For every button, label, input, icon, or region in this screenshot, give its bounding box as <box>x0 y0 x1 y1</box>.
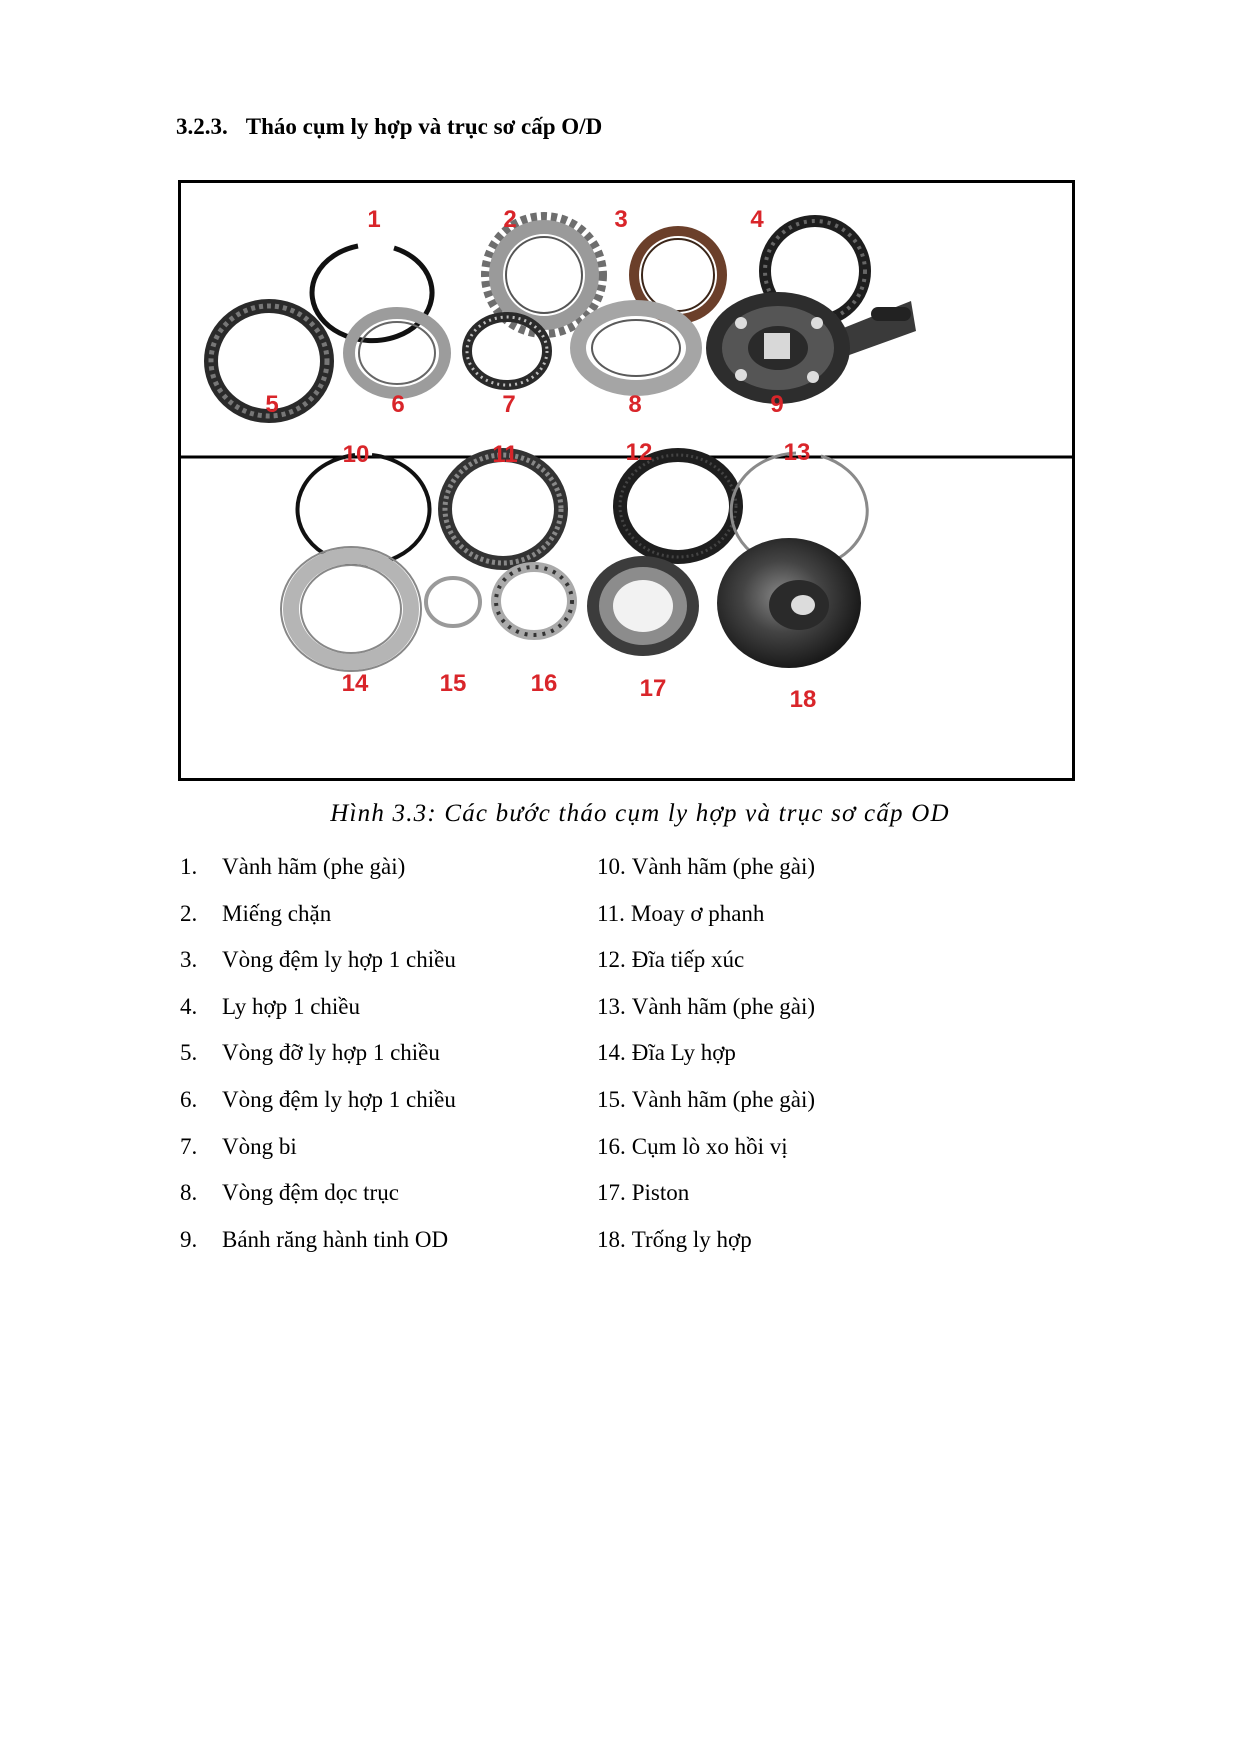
section-title: Tháo cụm ly hợp và trục sơ cấp O/D <box>245 114 603 139</box>
legend-text: Miếng chặn <box>222 900 332 926</box>
part-label-1: 1 <box>367 206 381 233</box>
legend-number: 18. <box>597 1226 626 1252</box>
part-label-17: 17 <box>639 675 667 702</box>
legend-number: 2. <box>180 900 198 926</box>
part-label-6: 6 <box>391 391 405 418</box>
legend-item <box>597 1132 815 1179</box>
legend-number: 14. <box>597 1040 626 1066</box>
part-label-7: 7 <box>502 391 516 418</box>
legend-number: 15. <box>597 1086 626 1112</box>
legend-text: Vòng đệm ly hợp 1 chiều <box>222 947 456 973</box>
legend-item <box>597 992 815 1039</box>
legend-text: Moay ơ phanh <box>630 900 765 926</box>
legend-number: 10. <box>597 854 626 879</box>
section-heading <box>176 114 602 140</box>
legend-text: Vòng đỡ ly hợp 1 chiều <box>222 1040 440 1066</box>
legend-item <box>597 1085 815 1132</box>
legend-item <box>180 1038 456 1085</box>
legend-item <box>180 1132 456 1179</box>
section-number: 3.2.3. <box>176 114 228 139</box>
legend-text: Vành hãm (phe gài) <box>631 854 816 879</box>
legend-number: 4. <box>180 993 198 1019</box>
legend-item <box>597 852 815 899</box>
legend-number: 12. <box>597 947 626 973</box>
part-label-2: 2 <box>503 206 517 233</box>
legend-text: Piston <box>631 1180 690 1206</box>
part-label-5: 5 <box>265 391 279 418</box>
legend-number: 6. <box>180 1086 198 1112</box>
part-label-10: 10 <box>342 441 370 468</box>
part-label-11: 11 <box>492 441 518 468</box>
legend-text: Cụm lò xo hồi vị <box>631 1133 788 1159</box>
legend-number: 17. <box>597 1180 626 1206</box>
part-label-3: 3 <box>614 206 628 233</box>
legend-item <box>180 852 456 899</box>
legend-item <box>180 899 456 946</box>
return-spring-16 <box>496 567 572 635</box>
legend-left-column <box>180 852 456 1271</box>
part-label-16: 16 <box>530 670 558 697</box>
legend-text: Vành hãm (phe gài) <box>222 854 406 879</box>
legend-number: 11. <box>597 900 625 926</box>
legend-number: 3. <box>180 947 198 973</box>
parts-figure <box>178 180 1075 781</box>
legend-number: 7. <box>180 1133 198 1159</box>
legend-item <box>597 1038 815 1085</box>
clutch-disc-14 <box>281 547 421 671</box>
legend-number: 1. <box>180 854 198 879</box>
legend-item <box>180 945 456 992</box>
thrust-washer-8 <box>578 308 694 388</box>
part-label-13: 13 <box>783 439 811 466</box>
legend-text: Bánh răng hành tinh OD <box>222 1226 449 1252</box>
clutch-drum-18 <box>717 538 861 668</box>
part-label-14: 14 <box>341 670 369 697</box>
legend-number: 13. <box>597 993 626 1019</box>
piston-17 <box>587 556 699 656</box>
legend-text: Ly hợp 1 chiều <box>222 993 360 1019</box>
legend-item <box>180 1085 456 1132</box>
snap-ring-1 <box>312 246 432 341</box>
part-label-4: 4 <box>750 206 764 233</box>
legend-number: 5. <box>180 1040 198 1066</box>
part-label-8: 8 <box>628 391 642 418</box>
legend-number: 9. <box>180 1226 198 1252</box>
legend-number: 16. <box>597 1133 626 1159</box>
part-label-9: 9 <box>770 391 784 418</box>
legend-text: Vành hãm (phe gài) <box>631 1086 816 1112</box>
od-planetary-gear-9 <box>706 292 916 404</box>
contact-disc-12 <box>620 455 736 557</box>
legend-text: Vòng bi <box>222 1133 297 1159</box>
figure-caption: Hình 3.3: Các bước tháo cụm ly hợp và trục sơ cấp OD <box>330 800 950 827</box>
legend-text: Vòng đệm dọc trục <box>222 1180 399 1206</box>
part-label-15: 15 <box>439 670 467 697</box>
legend-item <box>597 899 815 946</box>
legend-text: Đĩa Ly hợp <box>631 1040 736 1066</box>
part-label-18: 18 <box>789 686 817 713</box>
legend-item <box>180 1178 456 1225</box>
legend-item <box>597 1225 815 1272</box>
legend-item <box>597 945 815 992</box>
parts-illustration <box>181 183 1072 778</box>
legend-text: Vành hãm (phe gài) <box>631 993 816 1019</box>
legend-right-column <box>597 852 815 1271</box>
legend-item <box>180 992 456 1039</box>
brake-hub-11 <box>445 455 561 563</box>
legend-item <box>597 1178 815 1225</box>
clutch-washer-6 <box>349 313 445 393</box>
snap-ring-15 <box>426 578 480 626</box>
bearing-7 <box>467 317 547 385</box>
part-label-12: 12 <box>625 439 653 466</box>
legend-text: Vòng đệm ly hợp 1 chiều <box>222 1086 456 1112</box>
legend-number: 8. <box>180 1180 198 1206</box>
legend-item <box>180 1225 456 1272</box>
legend-text: Trống ly hợp <box>631 1226 752 1252</box>
legend-text: Đĩa tiếp xúc <box>631 947 745 973</box>
